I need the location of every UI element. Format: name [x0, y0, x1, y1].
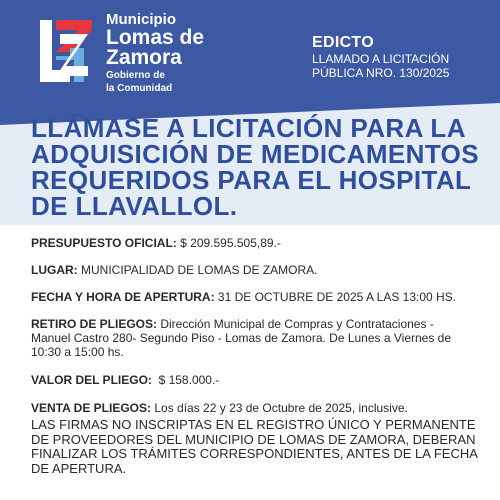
brand-line3: Zamora — [106, 46, 182, 69]
detail-label: PRESUPUESTO OFICIAL: — [31, 236, 177, 250]
header-bar — [0, 0, 500, 103]
lomas-de-zamora-logo-icon — [40, 20, 92, 82]
doc-type: EDICTO — [312, 34, 374, 51]
doc-subtitle-line1: LLAMADO A LICITACIÓN — [312, 52, 450, 66]
details-section — [31, 236, 471, 415]
detail-value: $ 209.595.505,89.- — [176, 236, 281, 250]
brand-name — [106, 12, 204, 94]
detail-value: $ 158.000.- — [151, 373, 220, 387]
detail-label: VENTA DE PLIEGOS: — [31, 401, 152, 415]
detail-label: VALOR DEL PLIEGO: — [31, 373, 152, 387]
detail-label: FECHA Y HORA DE APERTURA: — [31, 290, 215, 304]
detail-valor — [31, 373, 471, 387]
detail-value: Dirección Municipal de Compras y Contrataciones - Manuel Castro 280- Segundo Piso - Lomas de Zamora. De Lunes a Viernes de 10:30 a 15:00 hs. — [31, 317, 452, 359]
brand-line2: Lomas de — [106, 26, 205, 49]
edicto-block — [312, 34, 449, 80]
page-title: LLÁMASE A LICITACIÓN PARA LA ADQUISICIÓN DE MEDICAMENTOS REQUERIDOS PARA EL HOSPITAL DE LLAVALLOL. — [31, 113, 480, 221]
brand-line4: Gobierno de — [106, 70, 165, 81]
detail-value: Los días 22 y 23 de Octubre de 2025, inclusive. — [151, 401, 408, 415]
detail-label: LUGAR: — [31, 263, 78, 277]
detail-lugar — [31, 263, 471, 277]
detail-label: RETIRO DE PLIEGOS: — [31, 317, 158, 331]
detail-apertura — [31, 290, 471, 304]
detail-presupuesto — [31, 236, 471, 250]
brand-line5: la Comunidad — [106, 83, 173, 94]
closing-notice: LAS FIRMAS NO INSCRIPTAS EN EL REGISTRO ÚNICO Y PERMANENTE DE PROVEEDORES DEL MUNICIPIO DE LOMAS DE ZAMORA, DEBERAN FINALIZAR LOS TRÁMITES CORRESPONDIENTES, ANTES DE LA FECHA DE APERTURA. — [31, 417, 478, 476]
detail-value: MUNICIPALIDAD DE LOMAS DE ZAMORA. — [77, 263, 318, 277]
doc-subtitle-line2: PÚBLICA NRO. 130/2025 — [312, 66, 450, 80]
detail-value: 31 DE OCTUBRE DE 2025 A LAS 13:00 HS. — [214, 290, 457, 304]
detail-venta — [31, 401, 471, 415]
brand-line1: Municipio — [106, 11, 176, 28]
detail-retiro — [31, 317, 471, 359]
